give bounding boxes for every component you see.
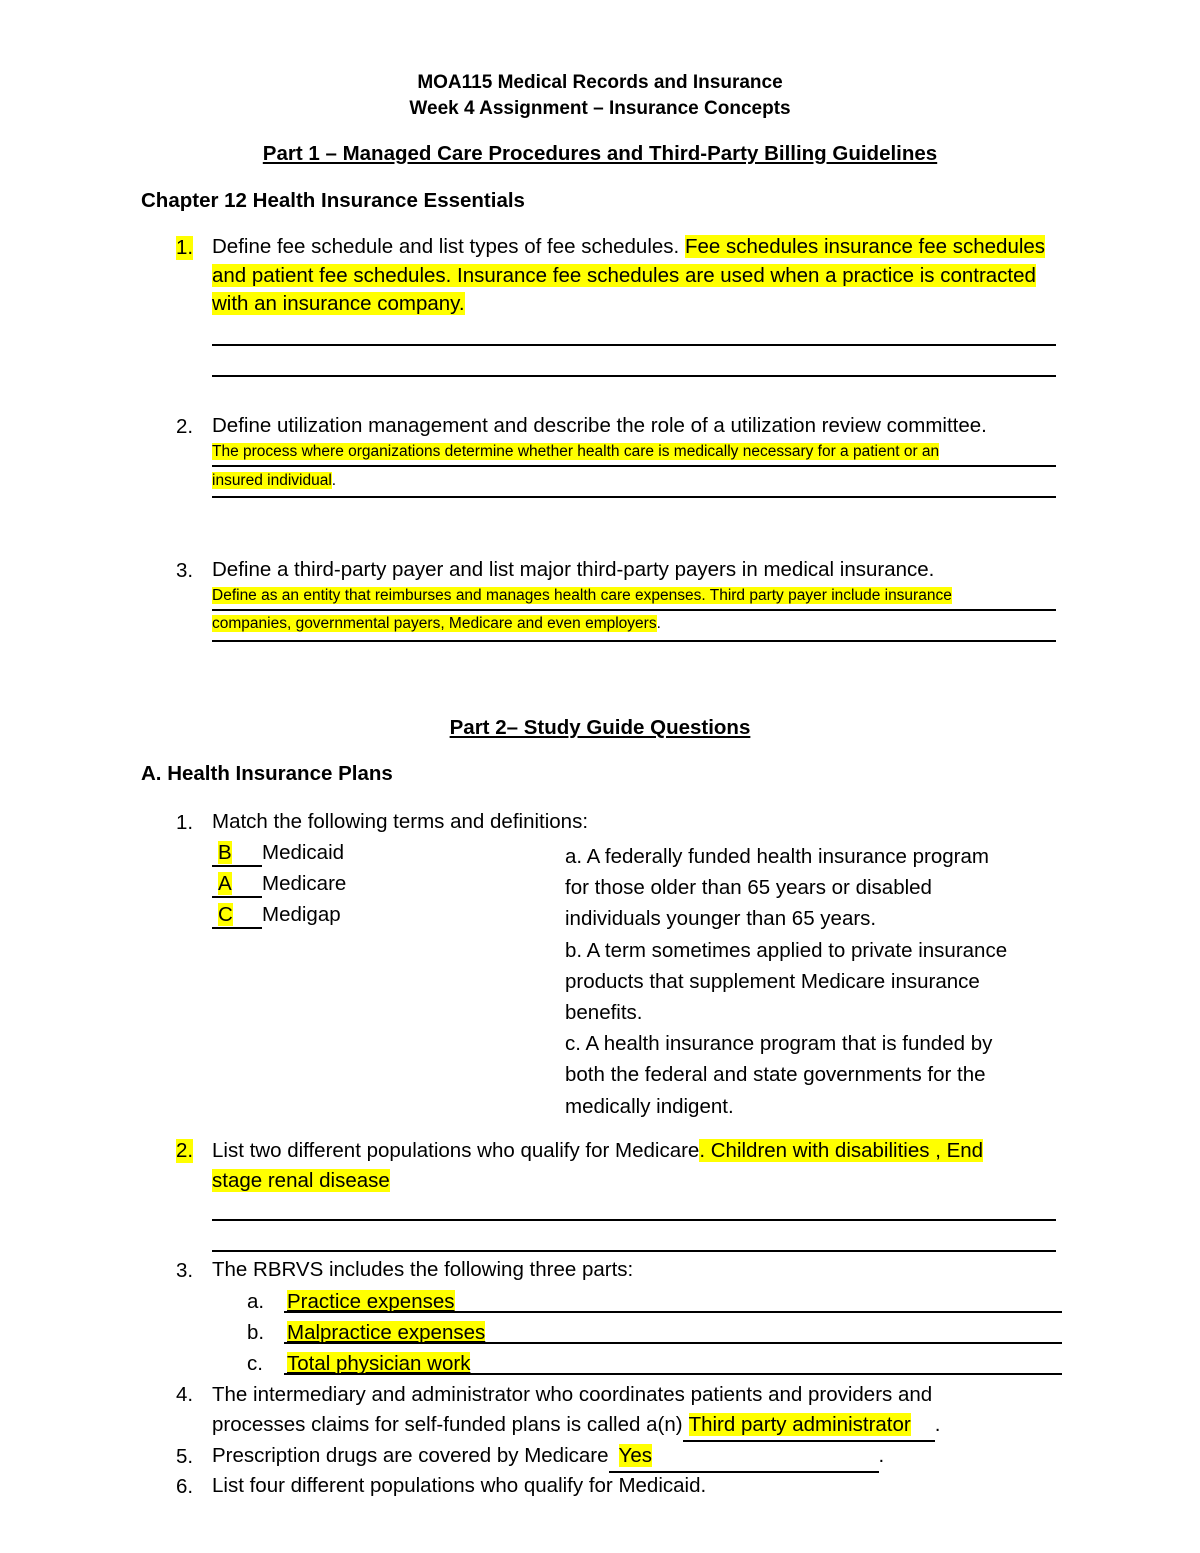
p1-q3-answer-2: companies, governmental payers, Medicare and even employers.: [212, 615, 661, 632]
p1-q1-answer-3: with an insurance company.: [212, 292, 465, 315]
answer-line: [212, 375, 1056, 377]
p2-q6-number: 6.: [176, 1475, 194, 1498]
p1-q3-answer-1: Define as an entity that reimburses and manages health care expenses. Third party payer include insurance: [212, 587, 952, 604]
p1-q1-number: 1.: [176, 236, 194, 259]
rbrvs-part-answer: Total physician work: [287, 1352, 471, 1375]
match-blank[interactable]: B: [212, 841, 262, 867]
rbrvs-part-label: a.: [247, 1290, 265, 1313]
rbrvs-part-label: c.: [247, 1352, 263, 1375]
p2-q5-question: Prescription drugs are covered by Medicare: [212, 1444, 609, 1467]
definition-line: c. A health insurance program that is funded by: [565, 1032, 993, 1056]
answer-line: [212, 1219, 1056, 1221]
rbrvs-part-answer: Malpractice expenses: [287, 1321, 486, 1344]
p1-q3-number: 3.: [176, 559, 194, 582]
part1-heading: Part 1 – Managed Care Procedures and Third-Party Billing Guidelines: [262, 142, 938, 165]
p1-q2-answer-1: The process where organizations determine whether health care is medically necessary for a patient or an: [212, 443, 940, 460]
p2-q2-question: List two different populations who qualify for Medicare: [212, 1139, 700, 1162]
definition-line: both the federal and state governments for the: [565, 1063, 986, 1087]
definitions: [565, 841, 1065, 1122]
p2-q2-answer-2: stage renal disease: [212, 1169, 390, 1192]
p1-q2-number: 2.: [176, 415, 194, 438]
definition-line: products that supplement Medicare insurance: [565, 969, 980, 993]
definition-line: individuals younger than 65 years.: [565, 907, 877, 931]
p1-q1: [212, 233, 1082, 319]
section-a-heading: A. Health Insurance Plans: [141, 762, 393, 785]
p2-q3-number: 3.: [176, 1259, 194, 1282]
p2-q6-question: List four different populations who qualify for Medicaid.: [212, 1474, 707, 1497]
definition-line: for those older than 65 years or disabled: [565, 876, 932, 900]
rbrvs-part-answer: Practice expenses: [287, 1290, 455, 1313]
assignment-title: Week 4 Assignment – Insurance Concepts: [409, 98, 791, 119]
p1-q3-question: Define a third-party payer and list major third-party payers in medical insurance.: [212, 558, 935, 581]
p1-q1-answer-2: and patient fee schedules. Insurance fee schedules are used when a practice is contracted: [212, 263, 1036, 287]
p2-q4-answer-blank[interactable]: Third party administrator: [683, 1410, 935, 1442]
answer-line: [212, 1250, 1056, 1252]
p2-q1-question: Match the following terms and definitions:: [212, 810, 589, 833]
definition-line: b. A term sometimes applied to private insurance: [565, 938, 1008, 962]
p2-q2: [212, 1136, 1082, 1196]
answer-line: [212, 344, 1056, 346]
p2-q3-question: The RBRVS includes the following three parts:: [212, 1258, 634, 1281]
match-blank[interactable]: C: [212, 903, 262, 929]
answer-line: [212, 609, 1056, 611]
p2-q5-answer-blank[interactable]: Yes: [609, 1442, 879, 1473]
answer-line: [212, 640, 1056, 642]
p2-q4-question-2: processes claims for self-funded plans is called a(n): [212, 1413, 683, 1436]
part2-heading: Part 2– Study Guide Questions: [449, 716, 751, 739]
answer-line: [284, 1342, 1062, 1344]
rbrvs-part-label: b.: [247, 1321, 265, 1344]
p2-q4-number: 4.: [176, 1383, 194, 1406]
p1-q2-answer-2: insured individual.: [212, 472, 337, 489]
p2-q4: The intermediary and administrator who coordinates patients and providers and processes claims for self-funded plans is called a(n) Third party administrator .: [212, 1380, 1082, 1442]
definition-line: medically indigent.: [565, 1094, 734, 1118]
p1-q1-answer-1: Fee schedules insurance fee schedules: [684, 235, 1046, 258]
p2-q1-number: 1.: [176, 811, 194, 834]
p1-q2-question: Define utilization management and describe the role of a utilization review committee.: [212, 414, 987, 437]
match-row: B Medicaid: [212, 841, 344, 867]
match-row: C Medigap: [212, 903, 341, 929]
p2-q5: Prescription drugs are covered by Medicare Yes .: [212, 1442, 1082, 1473]
p2-q5-number: 5.: [176, 1445, 194, 1468]
answer-line: [212, 496, 1056, 498]
course-title: MOA115 Medical Records and Insurance: [417, 72, 783, 93]
match-row: A Medicare: [212, 872, 346, 898]
definition-line: a. A federally funded health insurance program: [565, 845, 989, 868]
answer-line: [284, 1373, 1062, 1375]
answer-line: [284, 1311, 1062, 1313]
answer-line: [212, 465, 1056, 467]
chapter-heading: Chapter 12 Health Insurance Essentials: [141, 189, 525, 212]
definition-line: benefits.: [565, 1001, 643, 1025]
match-blank[interactable]: A: [212, 872, 262, 898]
p2-q2-number: 2.: [176, 1139, 194, 1162]
p1-q1-question: Define fee schedule and list types of fee schedules.: [212, 235, 685, 258]
p2-q2-answer-1: . Children with disabilities , End: [699, 1139, 984, 1162]
p2-q4-question-1: The intermediary and administrator who coordinates patients and providers and: [212, 1383, 933, 1406]
